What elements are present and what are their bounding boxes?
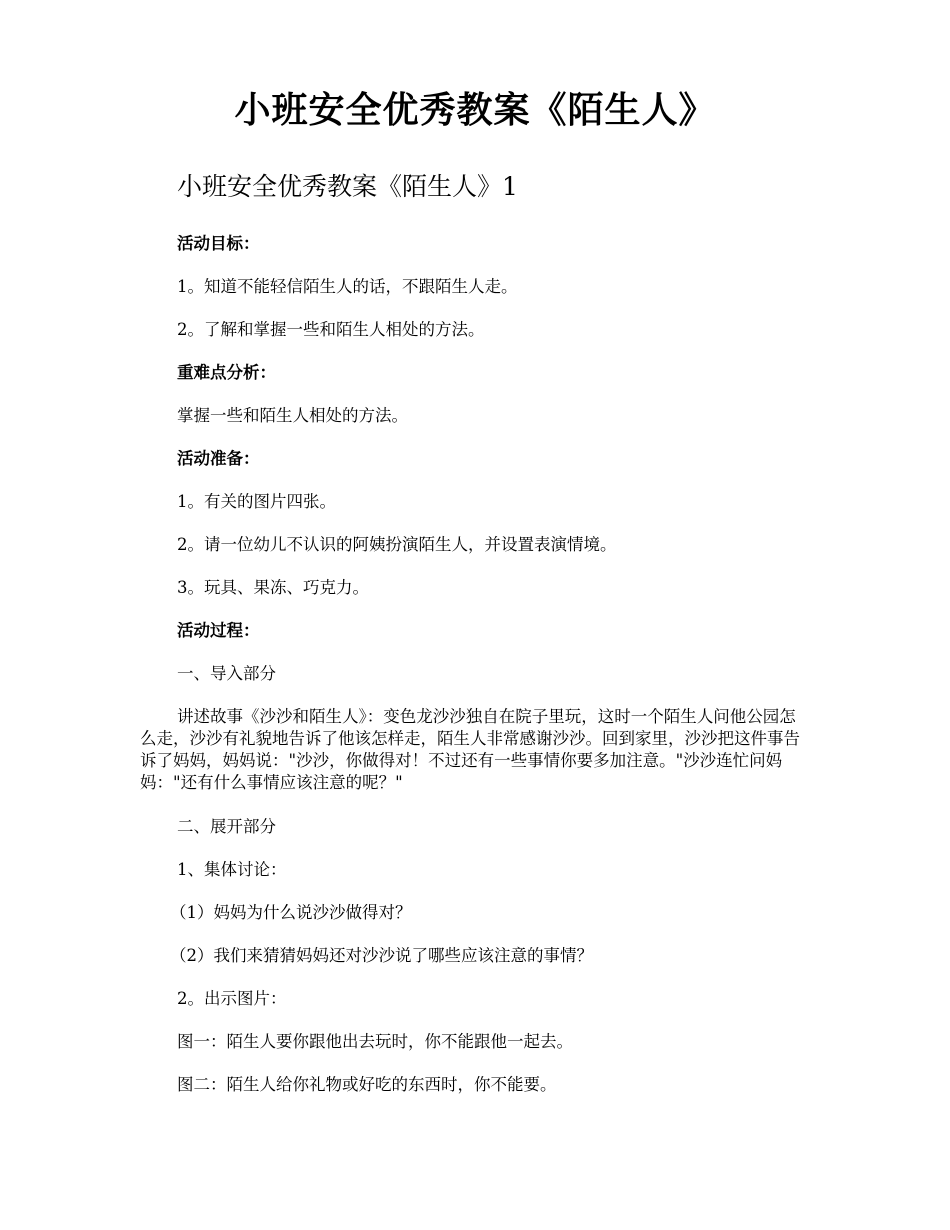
goal-item-2: 2。了解和掌握一些和陌生人相处的方法。 [177, 320, 485, 339]
discussion-question-2: （2）我们来猜猜妈妈还对沙沙说了哪些应该注意的事情？ [170, 946, 593, 965]
show-pictures-heading: 2。出示图片： [177, 989, 287, 1008]
document-title: 小班安全优秀教案《陌生人》 [234, 89, 716, 131]
section-title: 小班安全优秀教案《陌生人》1 [177, 172, 518, 201]
process-part-expand: 二、展开部分 [177, 817, 276, 836]
goal-item-1: 1。知道不能轻信陌生人的话，不跟陌生人走。 [177, 277, 518, 296]
discussion-heading: 1、集体讨论： [177, 860, 287, 879]
preparation-item-3: 3。玩具、果冻、巧克力。 [177, 578, 369, 597]
heading-process: 活动过程： [177, 621, 260, 640]
key-point-text: 掌握一些和陌生人相处的方法。 [177, 406, 408, 425]
heading-activity-goals: 活动目标： [177, 234, 260, 253]
picture-2-text: 图二：陌生人给你礼物或好吃的东西时，你不能要。 [177, 1075, 557, 1094]
discussion-question-1: （1）妈妈为什么说沙沙做得对？ [170, 903, 412, 922]
heading-preparation: 活动准备： [177, 449, 260, 468]
story-paragraph: 讲述故事《沙沙和陌生人》：变色龙沙沙独自在院子里玩，这时一个陌生人问他公园怎么走，沙沙有礼貌地告诉了他该怎样走，陌生人非常感谢沙沙。回到家里，沙沙把这件事告诉了妈妈，妈妈说："沙沙，你做得对！不过还有一些事情你要多加注意。"沙沙连忙问妈妈："还有什么事情应该注意的呢？" [140, 707, 800, 792]
heading-key-points: 重难点分析： [177, 363, 276, 382]
preparation-item-2: 2。请一位幼儿不认识的阿姨扮演陌生人，并设置表演情境。 [177, 535, 617, 554]
picture-1-text: 图一：陌生人要你跟他出去玩时，你不能跟他一起去。 [177, 1032, 573, 1051]
process-part-intro: 一、导入部分 [177, 664, 276, 683]
preparation-item-1: 1。有关的图片四张。 [177, 492, 336, 511]
